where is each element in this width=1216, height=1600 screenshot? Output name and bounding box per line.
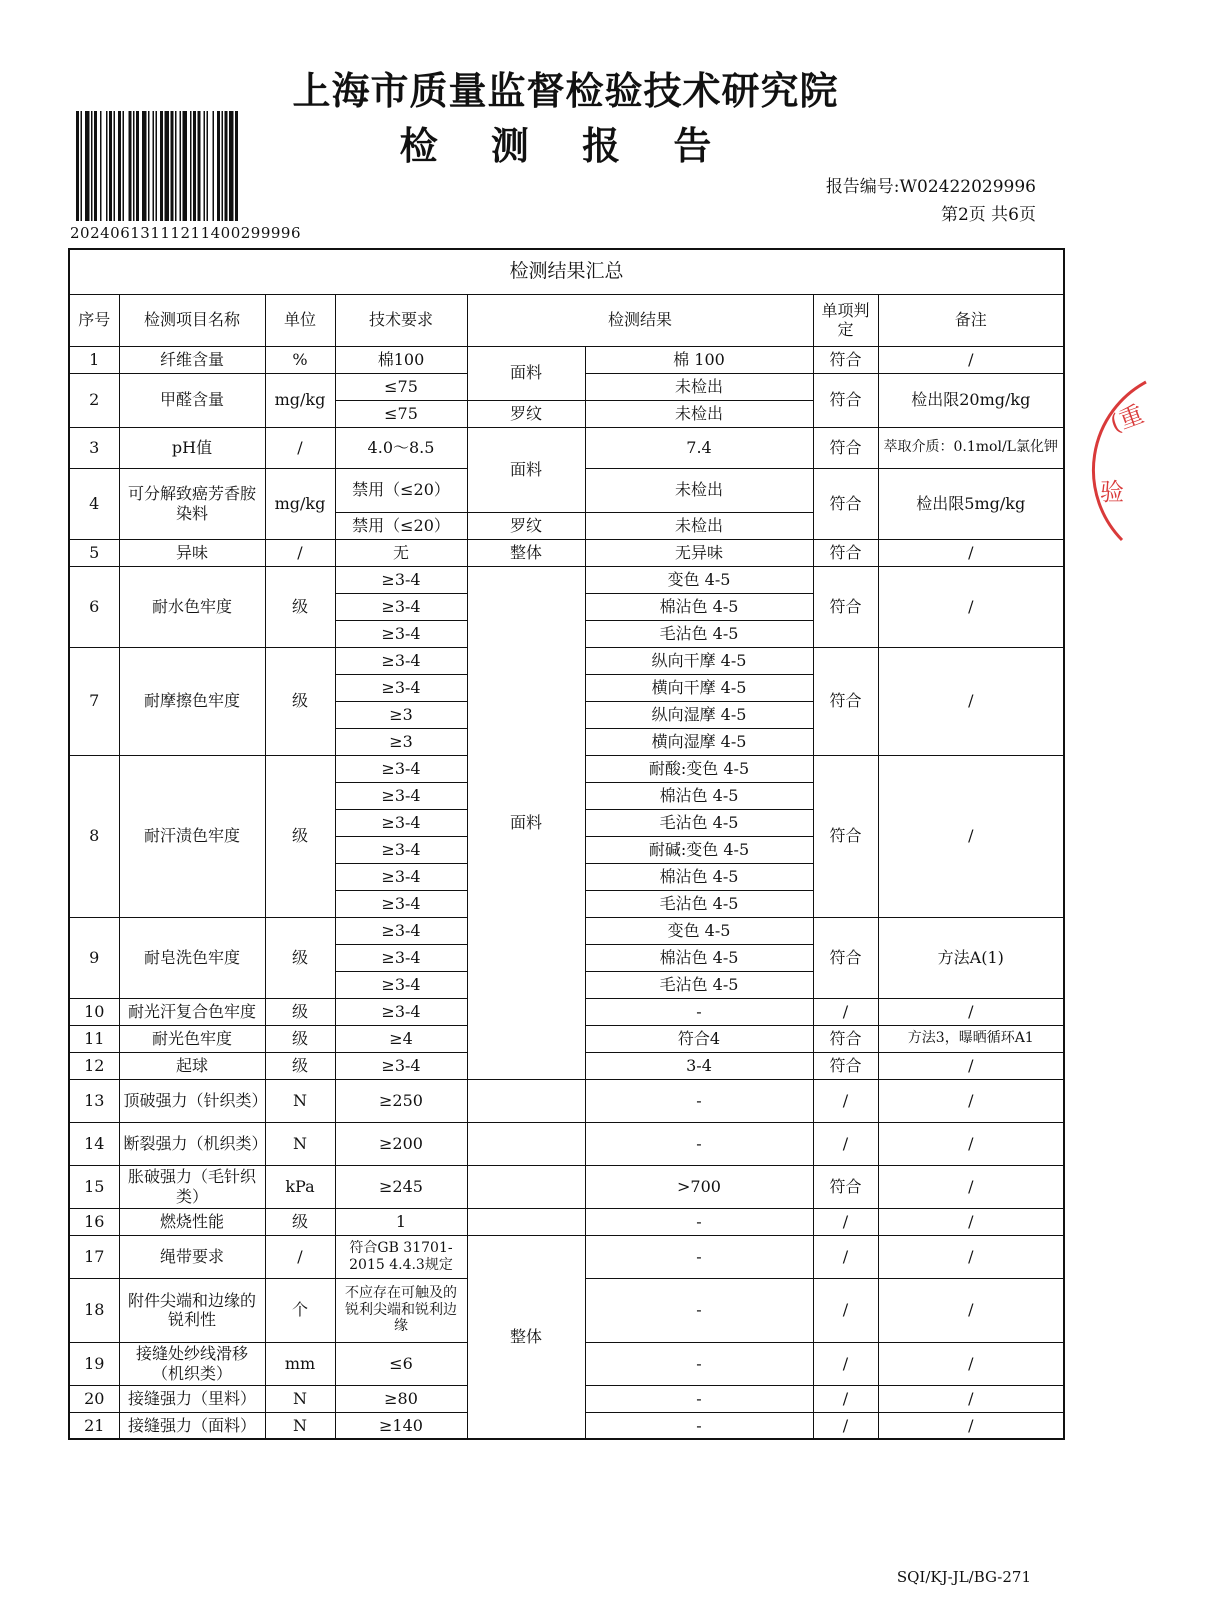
cell-unit: 级 [265,917,335,998]
form-code: SQI/KJ-JL/BG-271 [896,1568,1031,1586]
table-row [69,346,1064,373]
cell-requirement: ≥3-4 [335,944,467,971]
cell-result: 纵向干摩 4-5 [585,647,813,674]
cell-item: 绳带要求 [119,1235,265,1278]
cell-judgement: 符合 [813,1165,878,1208]
cell-remark: / [878,755,1064,917]
barcode-bar [81,111,83,221]
cell-unit: 级 [265,1052,335,1079]
cell-result: 毛沾色 4-5 [585,809,813,836]
cell-result: 棉沾色 4-5 [585,782,813,809]
cell-part: 面料 [467,566,585,1079]
cell-result: 毛沾色 4-5 [585,620,813,647]
cell-judgement: / [813,1278,878,1342]
cell-remark: / [878,346,1064,373]
cell-requirement: ≥250 [335,1079,467,1122]
cell-part [467,1079,585,1122]
cell-unit: mg/kg [265,468,335,539]
header-requirement: 技术要求 [335,294,467,346]
svg-text:验: 验 [1100,478,1124,506]
svg-text:(重: (重 [1106,399,1148,438]
cell-unit: mm [265,1342,335,1385]
cell-item: pH值 [119,427,265,468]
barcode-bar [225,111,228,221]
cell-result: 棉沾色 4-5 [585,593,813,620]
cell-unit: 级 [265,998,335,1025]
cell-item: 断裂强力（机织类） [119,1122,265,1165]
cell-unit: N [265,1122,335,1165]
barcode-bar [153,111,155,221]
cell-judgement: / [813,1385,878,1412]
barcode-bar [217,111,220,221]
cell-seq: 9 [69,917,119,998]
cell-unit: / [265,427,335,468]
cell-item: 起球 [119,1052,265,1079]
results-summary-table [68,248,1065,1440]
header-seq: 序号 [69,294,119,346]
cell-requirement: ≥3-4 [335,755,467,782]
cell-requirement: ≥3-4 [335,998,467,1025]
cell-requirement: 1 [335,1208,467,1235]
cell-requirement: ≥80 [335,1385,467,1412]
barcode-bar [213,111,215,221]
cell-seq: 15 [69,1165,119,1208]
barcode-bar [91,111,93,221]
cell-seq: 19 [69,1342,119,1385]
cell-remark: 方法A(1) [878,917,1064,998]
cell-unit: / [265,539,335,566]
cell-remark: / [878,1278,1064,1342]
cell-result: - [585,1278,813,1342]
cell-remark: / [878,1122,1064,1165]
header-remark: 备注 [878,294,1064,346]
cell-item: 接缝处纱线滑移（机织类） [119,1342,265,1385]
table-row [69,427,1064,468]
cell-remark: / [878,566,1064,647]
cell-item: 耐皂洗色牢度 [119,917,265,998]
cell-requirement: ≥3-4 [335,809,467,836]
cell-remark: / [878,1165,1064,1208]
cell-requirement: 禁用（≤20） [335,512,467,539]
cell-result: - [585,1235,813,1278]
cell-remark: / [878,1412,1064,1439]
barcode-bar [156,111,158,221]
cell-remark: / [878,647,1064,755]
cell-seq: 14 [69,1122,119,1165]
cell-seq: 2 [69,373,119,427]
cell-requirement: ≤75 [335,400,467,427]
table-row [69,566,1064,593]
barcode-bar [142,111,147,221]
cell-result: 未检出 [585,468,813,512]
cell-result: 符合4 [585,1025,813,1052]
table-row [69,1122,1064,1165]
cell-judgement: 符合 [813,917,878,998]
cell-result: 棉沾色 4-5 [585,863,813,890]
table-row [69,1208,1064,1235]
barcode-bar [207,111,209,221]
cell-result: 横向干摩 4-5 [585,674,813,701]
cell-unit: mg/kg [265,373,335,427]
cell-result: 耐酸:变色 4-5 [585,755,813,782]
barcode-bar [133,111,135,221]
cell-item: 接缝强力（面料） [119,1412,265,1439]
cell-requirement: 禁用（≤20） [335,468,467,512]
barcode-bar [85,111,90,221]
barcode-bar [171,111,174,221]
cell-item: 燃烧性能 [119,1208,265,1235]
cell-requirement: ≥3-4 [335,971,467,998]
cell-unit: 级 [265,647,335,755]
cell-remark: 方法3，曝晒循环A1 [878,1025,1064,1052]
cell-remark: / [878,1052,1064,1079]
cell-remark: 检出限5mg/kg [878,468,1064,539]
cell-result: 变色 4-5 [585,917,813,944]
cell-result: 耐碱:变色 4-5 [585,836,813,863]
barcode-bar [114,111,116,221]
cell-judgement: / [813,1208,878,1235]
cell-requirement: ≥245 [335,1165,467,1208]
table-row [69,539,1064,566]
barcode-bar [222,111,224,221]
cell-item: 耐光色牢度 [119,1025,265,1052]
cell-part: 面料 [467,346,585,400]
cell-seq: 8 [69,755,119,917]
cell-remark: / [878,1385,1064,1412]
cell-requirement: 符合GB 31701-2015 4.4.3规定 [335,1235,467,1278]
barcode-bar [136,111,139,221]
cell-result: 7.4 [585,427,813,468]
cell-unit: N [265,1412,335,1439]
barcode-bar [160,111,163,221]
cell-result: 棉 100 [585,346,813,373]
cell-seq: 1 [69,346,119,373]
cell-item: 耐光汗复合色牢度 [119,998,265,1025]
cell-item: 胀破强力（毛针织类） [119,1165,265,1208]
cell-item: 接缝强力（里料） [119,1385,265,1412]
cell-seq: 11 [69,1025,119,1052]
cell-result: 毛沾色 4-5 [585,890,813,917]
cell-judgement: 符合 [813,373,878,427]
cell-requirement: ≥3-4 [335,890,467,917]
cell-part [467,1165,585,1208]
cell-requirement: ≥3-4 [335,917,467,944]
cell-requirement: 无 [335,539,467,566]
barcode-bar [229,111,234,221]
barcode-bar [100,111,102,221]
header-result: 检测结果 [467,294,813,346]
cell-judgement: 符合 [813,1025,878,1052]
cell-seq: 6 [69,566,119,647]
table-row [69,1079,1064,1122]
cell-unit: 级 [265,755,335,917]
cell-seq: 4 [69,468,119,539]
cell-unit: % [265,346,335,373]
cell-unit: 级 [265,1208,335,1235]
cell-seq: 12 [69,1052,119,1079]
cell-requirement: ≥3-4 [335,674,467,701]
cell-part [467,1122,585,1165]
cell-result: - [585,1122,813,1165]
cell-item: 耐水色牢度 [119,566,265,647]
cell-result: 未检出 [585,373,813,400]
header-judgement: 单项判定 [813,294,878,346]
cell-judgement: 符合 [813,755,878,917]
cell-seq: 18 [69,1278,119,1342]
cell-result: 未检出 [585,400,813,427]
barcode-bar [183,111,188,221]
cell-seq: 3 [69,427,119,468]
barcode-bar [94,111,97,221]
cell-seq: 7 [69,647,119,755]
cell-remark: / [878,1079,1064,1122]
cell-result: >700 [585,1165,813,1208]
barcode-bar [148,111,150,221]
cell-part: 罗纹 [467,512,585,539]
cell-judgement: 符合 [813,346,878,373]
cell-result: - [585,1385,813,1412]
cell-judgement: 符合 [813,566,878,647]
cell-seq: 20 [69,1385,119,1412]
cell-judgement: / [813,1412,878,1439]
cell-remark: / [878,539,1064,566]
cell-judgement: / [813,1342,878,1385]
cell-requirement: ≤75 [335,373,467,400]
barcode-bar [198,111,201,221]
cell-unit: 个 [265,1278,335,1342]
cell-unit: 级 [265,1025,335,1052]
cell-result: 棉沾色 4-5 [585,944,813,971]
cell-result: 毛沾色 4-5 [585,971,813,998]
cell-remark: 萃取介质：0.1mol/L氯化钾 [878,427,1064,468]
report-number: 报告编号:W02422029996 [825,177,1036,197]
cell-result: 纵向湿摩 4-5 [585,701,813,728]
cell-requirement: 不应存在可触及的锐利尖端和锐利边缘 [335,1278,467,1342]
barcode-bar [129,111,132,221]
cell-seq: 16 [69,1208,119,1235]
cell-judgement: 符合 [813,468,878,539]
cell-part: 面料 [467,427,585,512]
cell-judgement: / [813,1079,878,1122]
cell-judgement: 符合 [813,1052,878,1079]
barcode-bar [193,111,196,221]
barcode-bar [190,111,192,221]
barcode-bar [165,111,170,221]
cell-item: 耐摩擦色牢度 [119,647,265,755]
cell-seq: 21 [69,1412,119,1439]
table-row [69,1165,1064,1208]
cell-result: 变色 4-5 [585,566,813,593]
cell-requirement: ≥3 [335,701,467,728]
report-title: 检 测 报 告 [399,123,732,168]
cell-part [467,1208,585,1235]
cell-result: 未检出 [585,512,813,539]
barcode-bar [235,111,238,221]
cell-unit: kPa [265,1165,335,1208]
cell-item: 甲醛含量 [119,373,265,427]
cell-remark: / [878,998,1064,1025]
page-info: 第2页 共6页 [940,205,1036,225]
cell-judgement: / [813,998,878,1025]
barcode-bar [204,111,206,221]
header-item: 检测项目名称 [119,294,265,346]
cell-requirement: ≥3-4 [335,863,467,890]
barcode-bar [123,111,125,221]
cell-remark: / [878,1235,1064,1278]
cell-requirement: ≥3-4 [335,1052,467,1079]
cell-requirement: ≥3-4 [335,647,467,674]
barcode [76,111,284,221]
cell-item: 耐汗渍色牢度 [119,755,265,917]
cell-result: 无异味 [585,539,813,566]
barcode-bar [118,111,121,221]
cell-remark: / [878,1208,1064,1235]
header-unit: 单位 [265,294,335,346]
cell-judgement: / [813,1122,878,1165]
cell-requirement: ≥3-4 [335,620,467,647]
cell-unit: / [265,1235,335,1278]
barcode-bar [106,111,108,221]
cell-requirement: ≥3-4 [335,566,467,593]
cell-result: - [585,1079,813,1122]
header-row [69,294,1064,346]
cell-requirement: ≥200 [335,1122,467,1165]
cell-result: - [585,1208,813,1235]
cell-seq: 10 [69,998,119,1025]
cell-seq: 13 [69,1079,119,1122]
cell-result: - [585,1342,813,1385]
cell-requirement: ≤6 [335,1342,467,1385]
cell-item: 可分解致癌芳香胺染料 [119,468,265,539]
cell-item: 顶破强力（针织类） [119,1079,265,1122]
table-row [69,1235,1064,1278]
cell-result: 3-4 [585,1052,813,1079]
cell-part: 整体 [467,539,585,566]
cell-requirement: ≥3-4 [335,836,467,863]
cell-requirement: ≥3-4 [335,593,467,620]
cell-remark: / [878,1342,1064,1385]
cell-item: 附件尖端和边缘的锐利性 [119,1278,265,1342]
table-caption: 检测结果汇总 [69,249,1064,294]
cell-unit: 级 [265,566,335,647]
cell-remark: 检出限20mg/kg [878,373,1064,427]
cell-judgement: 符合 [813,539,878,566]
cell-requirement: 棉100 [335,346,467,373]
cell-seq: 5 [69,539,119,566]
barcode-bar [180,111,182,221]
cell-requirement: ≥4 [335,1025,467,1052]
cell-requirement: ≥3-4 [335,782,467,809]
cell-part: 罗纹 [467,400,585,427]
cell-item: 纤维含量 [119,346,265,373]
barcode-bar [109,111,112,221]
cell-judgement: 符合 [813,427,878,468]
cell-requirement: 4.0～8.5 [335,427,467,468]
cell-seq: 17 [69,1235,119,1278]
cell-judgement: 符合 [813,647,878,755]
cell-requirement: ≥140 [335,1412,467,1439]
cell-result: - [585,1412,813,1439]
red-seal-stamp [1096,372,1216,552]
cell-unit: N [265,1385,335,1412]
cell-unit: N [265,1079,335,1122]
cell-judgement: / [813,1235,878,1278]
barcode-bar [175,111,177,221]
institute-name: 上海市质量监督检验技术研究院 [292,68,839,113]
cell-item: 异味 [119,539,265,566]
cell-requirement: ≥3 [335,728,467,755]
cell-result: 横向湿摩 4-5 [585,728,813,755]
barcode-bar [76,111,79,221]
cell-result: - [585,998,813,1025]
cell-part: 整体 [467,1235,585,1439]
barcode-number: 20240613111211400299996 [70,224,301,242]
